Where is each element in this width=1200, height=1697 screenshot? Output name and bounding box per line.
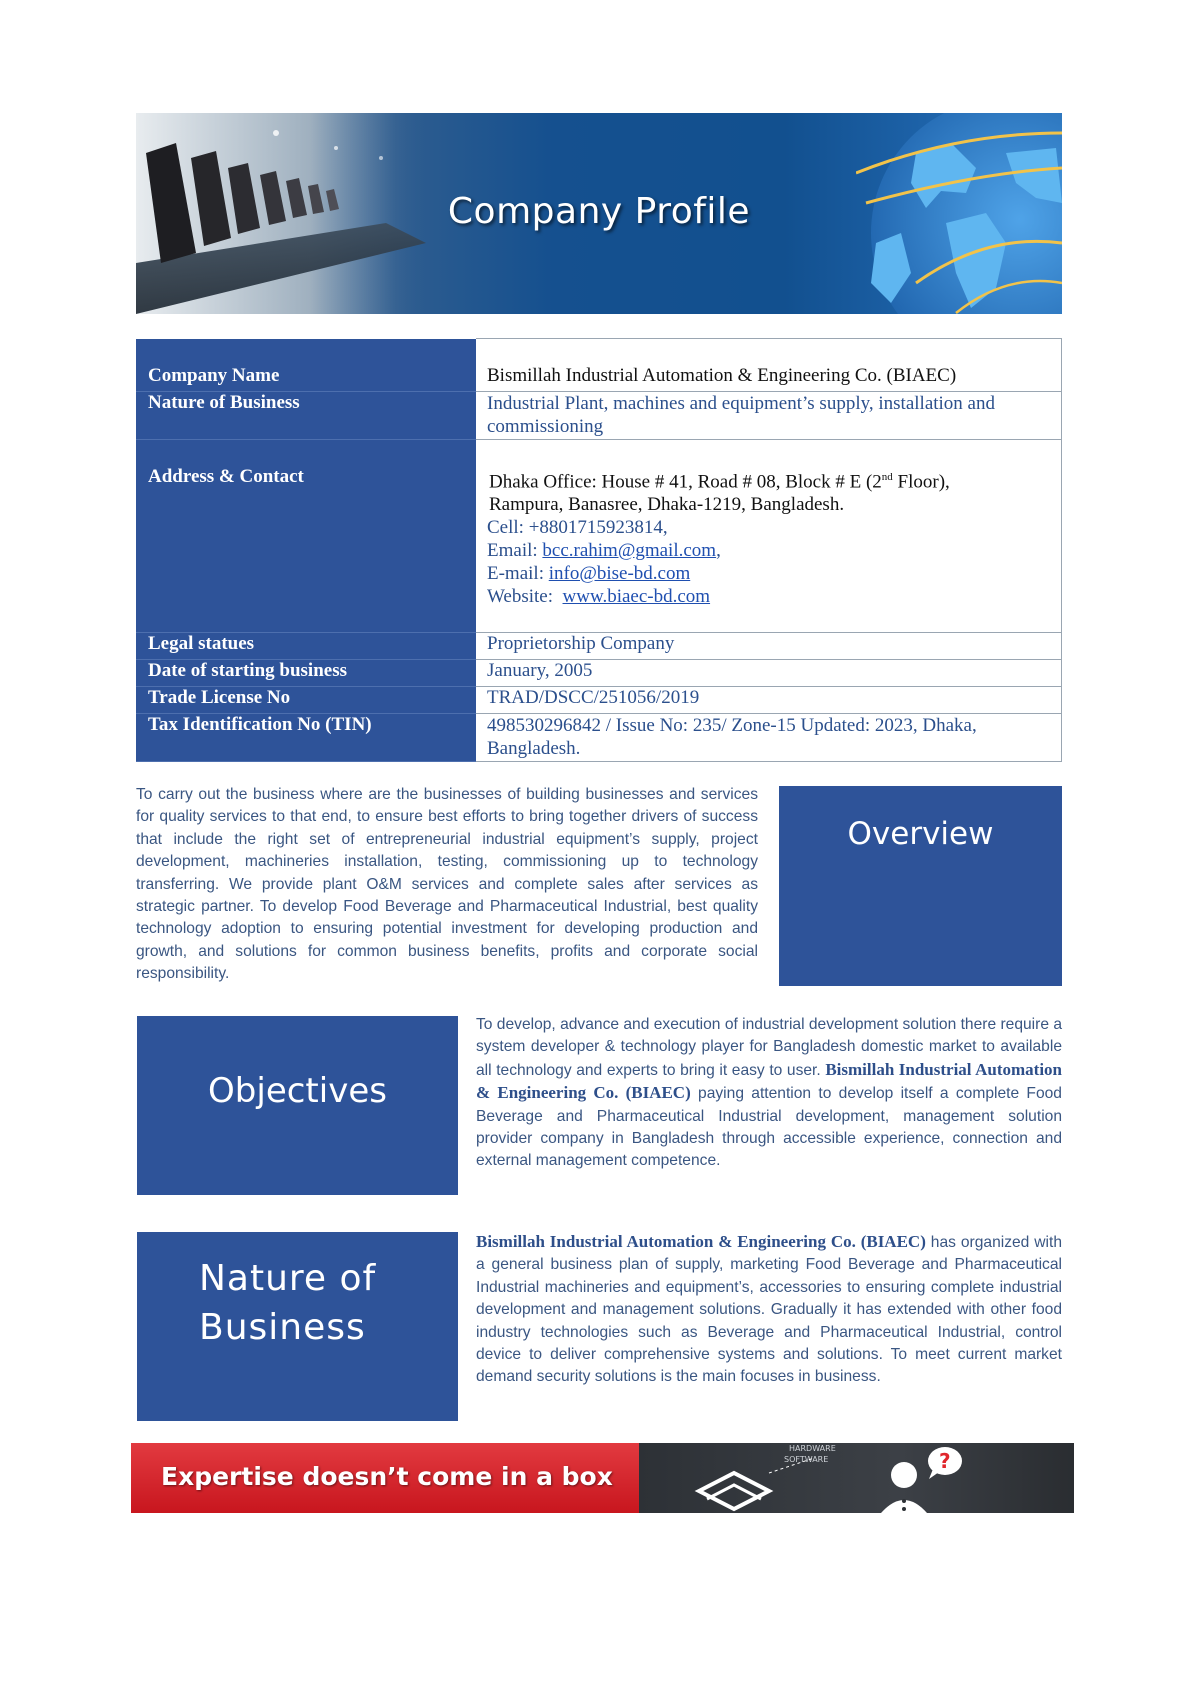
table-row [136, 339, 1062, 392]
table-row [136, 687, 1062, 714]
table-row [136, 392, 1062, 440]
header-banner [136, 113, 1062, 314]
hardware-software-graphic [639, 1443, 1074, 1513]
footer-banner [131, 1443, 1074, 1513]
email-link[interactable]: bcc.rahim@gmail.com [542, 540, 717, 562]
table-row [136, 440, 1062, 633]
software-word: SOFTWARE [784, 1455, 829, 1464]
nature-text: Bismillah Industrial Automation & Engineering Co. (BIAEC) has organized with a general business plan of supply, marketing Food Beverage and Pharmaceutical Industrial machineries and equipment’s, accessories to ensuring complete industrial development and management solutions. Gradually it has extended with other food industry technologies such as Beverage and Pharmaceutical Industrial, control device to deliver comprehensive systems and solutions. To meet current market demand security solutions is the main focuses in business. [476, 1232, 1063, 1386]
tin-value: 498530296842 / Issue No: 235/ Zone-15 Updated: 2023, Dhaka, Bangladesh. [476, 714, 1062, 762]
email2-line: E-mail: info@bise-bd.com [487, 563, 691, 585]
company-name-value: Bismillah Industrial Automation & Engineering Co. (BIAEC) [476, 339, 1062, 392]
trade-license-value: TRAD/DSCC/251056/2019 [476, 687, 1062, 714]
table-row [136, 633, 1062, 660]
email-line: Email: bcc.rahim@gmail.com, [487, 540, 721, 562]
start-date-label: Date of starting business [136, 660, 476, 687]
table-row [136, 660, 1062, 687]
page-title: Company Profile [447, 191, 751, 232]
overview-heading-box [779, 786, 1062, 986]
website-link[interactable]: www.biaec-bd.com [562, 586, 711, 608]
address-contact-value [476, 440, 1062, 633]
nature-heading-box [137, 1232, 458, 1421]
office-address-line1: Dhaka Office: House # 41, Road # 08, Block # E (2nd Floor), [489, 471, 950, 493]
nature-of-business-value: Industrial Plant, machines and equipment’s supply, installation and commissioning [476, 392, 1062, 440]
trade-license-label: Trade License No [136, 687, 476, 714]
objectives-heading: Objectives [208, 1071, 387, 1111]
nature-of-business-label: Nature of Business [136, 392, 476, 440]
hardware-word: HARDWARE [789, 1444, 836, 1453]
nature-heading-line2: Business [199, 1307, 366, 1348]
tin-label: Tax Identification No (TIN) [136, 714, 476, 762]
overview-heading: Overview [847, 816, 994, 852]
website-line: Website: www.biaec-bd.com [487, 586, 711, 608]
legal-status-value: Proprietorship Company [476, 633, 1062, 660]
legal-status-label: Legal statues [136, 633, 476, 660]
company-info-table [136, 338, 1062, 762]
footer-slogan: Expertise doesn’t come in a box [161, 1462, 613, 1491]
start-date-value: January, 2005 [476, 660, 1062, 687]
nature-heading-line1: Nature of [199, 1258, 377, 1299]
email2-link[interactable]: info@bise-bd.com [548, 563, 691, 585]
question-mark-icon: ? [939, 1449, 951, 1473]
office-address-line2: Rampura, Banasree, Dhaka-1219, Bangladesh. [489, 494, 845, 516]
table-row [136, 714, 1062, 762]
objectives-text: To develop, advance and execution of industrial development solution there require a system developer & technology player for Bangladesh domestic market to available all technology and experts to bring it easy to user. Bismillah Industrial Automation & Engineering Co. (BIAEC) paying attention to develop itself a complete Food Beverage and Pharmaceutical Industrial development, management solution provider company in Bangladesh through accessible experience, connection and external management competence. [476, 1016, 1063, 1170]
overview-text: To carry out the business where are the businesses of building businesses and services for quality services to that end, to ensure best efforts to bring together drivers of success that include the right set of entrepreneurial industrial equipment’s supply, project development, machineries installation, testing, commissioning up to technology transferring. We provide plant O&M services and complete sales after services as strategic partner. To develop Food Beverage and Pharmaceutical Industrial, best quality technology adoption to ensuring potential investment for developing production and growth, and solutions for common business benefits, profits and corporate social responsibility. [136, 786, 758, 983]
address-contact-label: Address & Contact [136, 440, 476, 633]
cell-number: Cell: +8801715923814, [487, 517, 668, 539]
company-name-label: Company Name [136, 339, 476, 392]
objectives-heading-box [137, 1016, 458, 1195]
